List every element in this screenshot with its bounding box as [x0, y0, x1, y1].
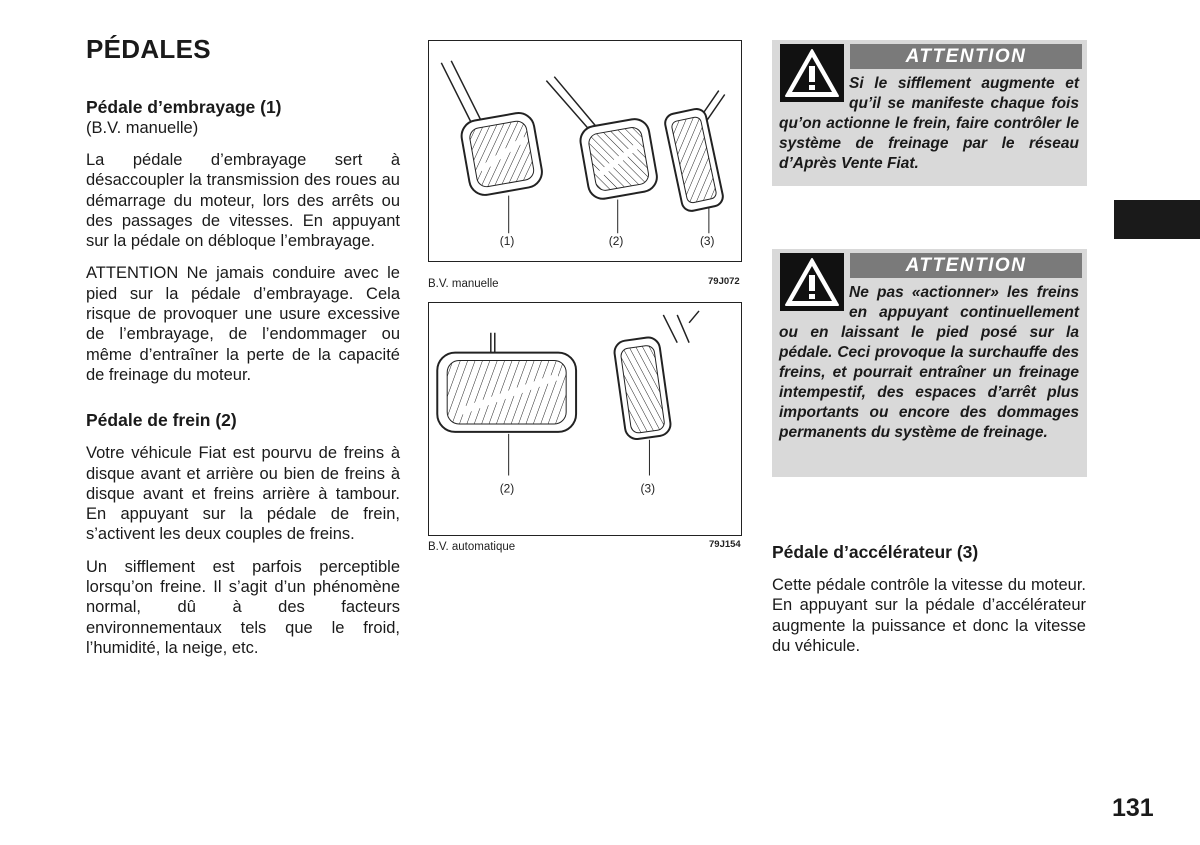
automatic-pedals-illustration	[429, 303, 741, 535]
warning-box-1	[772, 40, 1087, 186]
accelerator-pedal-auto-drawing	[613, 311, 699, 441]
accelerator-paragraph: Cette pédale contrôle la vitesse du moteur. En appuyant sur la pédale d’accélérateur augmente la puissance et donc la vitesse du véhicule.	[772, 576, 1086, 655]
brake-paragraph-1: Votre véhicule Fiat est pourvu de freins à disque avant et arrière ou bien de freins à disque avant et freins arrière à tambour. En appuyant sur la pédale de frein, s’activent les deux couples de freins.	[86, 444, 400, 544]
warning-2-heading: ATTENTION	[850, 253, 1082, 278]
clutch-heading: Pédale d’embrayage (1)	[86, 97, 282, 117]
left-column	[86, 96, 400, 670]
warning-1-heading: ATTENTION	[850, 44, 1082, 69]
figure2-code: 79J154	[709, 539, 741, 550]
warning-box-2	[772, 249, 1087, 477]
figure1-caption: B.V. manuelle	[428, 278, 499, 290]
figure-automatic-pedals	[428, 302, 742, 536]
warning-2-body-wrap	[779, 283, 1079, 443]
figure2-label-2: (2)	[499, 481, 515, 496]
chapter-thumb-tab	[1114, 200, 1200, 239]
section-gap	[86, 397, 400, 409]
brake-pedal-wide-drawing	[437, 333, 576, 432]
figure1-label-1: (1)	[499, 234, 515, 249]
figure2-caption: B.V. automatique	[428, 541, 516, 553]
warning-1-body-wrap	[779, 74, 1079, 174]
right-column	[772, 541, 1086, 668]
manual-pedals-illustration	[429, 41, 741, 261]
page-number: 131	[1112, 794, 1154, 822]
clutch-pedal-drawing	[441, 61, 544, 198]
figure1-label-3: (3)	[699, 234, 715, 249]
accelerator-pedal-drawing	[663, 91, 724, 213]
warning-2-text: Ne pas «actionner» les freins en appuyant continuellement ou en laissant le pied posé sur la pédale. Ceci provoque la surchauffe des freins, et pourrait entraîner un freinage intempestif, des espaces d’arrêt plus importants ou encore des dommages permanents du système de freinage.	[779, 284, 1079, 441]
clutch-paragraph-1: La pédale d’embrayage sert à désaccoupler la transmission des roues au démarrage du moteur, lors des arrêts ou des passages de vitesses. En appuyant sur la pédale on débloque l’embrayage.	[86, 151, 400, 251]
figure1-label-2: (2)	[608, 234, 624, 249]
clutch-paragraph-2: ATTENTION Ne jamais conduire avec le pied sur la pédale d’embrayage. Cela risque de provoquer une usure excessive de l’embrayage, de l’endommager ou même d’entraîner la perte de la capacité de freinage du moteur.	[86, 264, 400, 384]
figure2-label-3: (3)	[640, 481, 656, 496]
brake-pedal-drawing	[546, 77, 659, 201]
clutch-subheading: (B.V. manuelle)	[86, 119, 199, 137]
accelerator-heading: Pédale d’accélérateur (3)	[772, 542, 979, 562]
warning-1-text: Si le sifflement augmente et qu’il se manifeste chaque fois qu’on actionne le frein, faire contrôler le système de freinage par le réseau d’Après Vente Fiat.	[779, 75, 1079, 172]
figure-manual-pedals	[428, 40, 742, 262]
brake-heading: Pédale de frein (2)	[86, 410, 237, 431]
figure1-code: 79J072	[708, 276, 740, 287]
page-title: PÉDALES	[86, 34, 211, 64]
brake-paragraph-2: Un sifflement est parfois perceptible lorsqu’on freine. Il s’agit d’un phénomène normal, dû à des facteurs environnementaux tels que le froid, l’humidité, la neige, etc.	[86, 557, 400, 657]
